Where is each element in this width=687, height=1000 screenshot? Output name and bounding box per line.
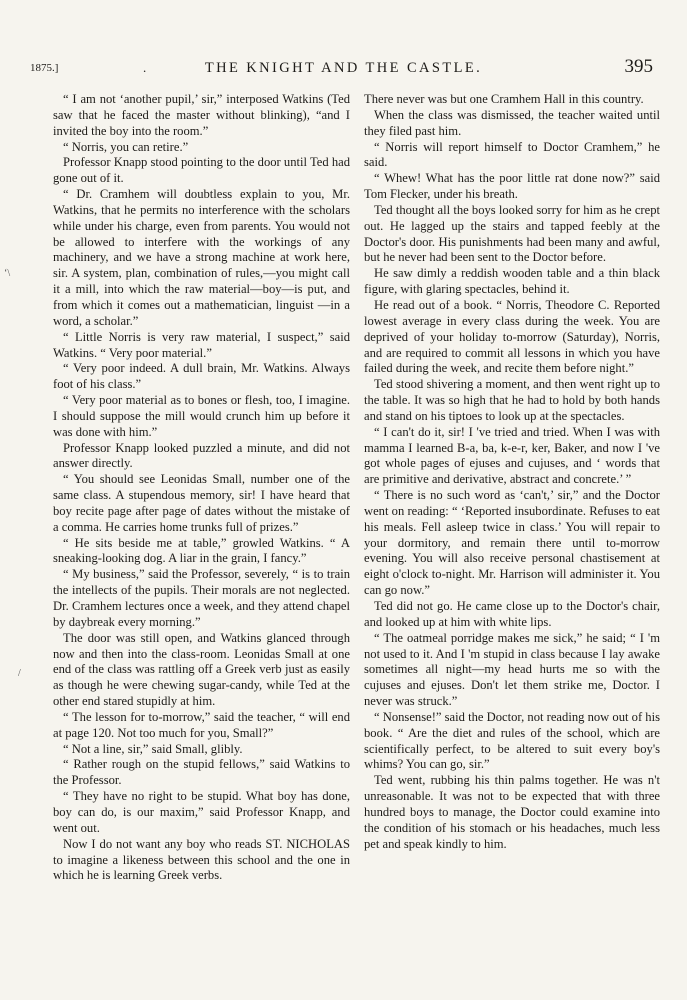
paragraph: Ted went, rubbing his thin palms together. He was n't unreasonable. It was not to be expected that with three hundred boys to manage, the Doctor could examine into the condition of his stomach or his headaches, much less pet and speak kindly to him. [364, 773, 660, 851]
paragraph: “ I am not ‘another pupil,’ sir,” interposed Watkins (Ted saw that he faced the master without blinking), “and I invited the boy into the room.” [53, 92, 350, 138]
paragraph: “ Whew! What has the poor little rat done now?” said Tom Flecker, under his breath. [364, 171, 660, 202]
header-ornament: . [143, 60, 147, 75]
paragraph: “ Nonsense!” said the Doctor, not reading now out of his book. “ Are the diet and rules of the school, which are scientifically perfect, to be altered to suit every boy's whims? You can go, sir.” [364, 709, 660, 772]
running-header [0, 56, 687, 82]
paragraph: Professor Knapp stood pointing to the door until Ted had gone out of it. [53, 155, 350, 186]
paragraph: “ You should see Leonidas Small, number one of the same class. A stupendous memory, sir! I have heard that boy recite page after page of dates without the mistake of a comma. He carries home trunks full of prizes.” [53, 472, 350, 534]
paragraph: “ The oatmeal porridge makes me sick,” he said; “ I 'm not used to it. And I 'm stupid in class because I lay awake sometimes all night—my head hurts me so with the cujuses and ejuses. Don't let them strike me, Doctor. I never was struck.” [364, 630, 660, 709]
header-title: THE KNIGHT AND THE CASTLE. [204, 60, 483, 76]
left-column [53, 92, 350, 884]
margin-mark: ʻ\ [4, 268, 11, 279]
paragraph: When the class was dismissed, the teacher waited until they filed past him. [364, 107, 660, 138]
paragraph: “ Rather rough on the stupid fellows,” said Watkins to the Professor. [53, 757, 350, 788]
paragraph: “ I can't do it, sir! I 've tried and tried. When I was with mamma I learned B-a, ba, k-e-r, ker, Baker, and now I 've got whole pages of ejuses and cujuses, and ‘ words that are primitive and derivative, abstract and concrete.’ ” [364, 424, 660, 487]
paragraph: “ He sits beside me at table,” growled Watkins. “ A sneaking-looking dog. A liar in the grain, I fancy.” [53, 535, 350, 566]
paragraph: “ They have no right to be stupid. What boy has done, boy can do, is our maxim,” said Professor Knapp, and went out. [53, 789, 350, 835]
paragraph: “ The lesson for to-morrow,” said the teacher, “ will end at page 120. Not too much for you, Small?” [53, 709, 350, 740]
paragraph: Professor Knapp looked puzzled a minute, and did not answer directly. [53, 440, 350, 471]
right-column [364, 92, 660, 853]
paragraph: Ted did not go. He came close up to the Doctor's chair, and looked up at him with white lips. [364, 599, 660, 629]
paragraph: “ Very poor indeed. A dull brain, Mr. Watkins. Always foot of his class.” [53, 361, 350, 392]
paragraph: Ted thought all the boys looked sorry for him as he crept out. He lagged up the stairs and tapped feebly at the Doctor's door. His punishments had been many and awful, but he never had been sent to the Doctor before. [364, 202, 660, 265]
paragraph: He saw dimly a reddish wooden table and a thin black figure, with glaring spectacles, behind it. [364, 266, 660, 297]
paragraph: “ There is no such word as ‘can't,’ sir,” and the Doctor went on reading: “ ‘Reported insubordinate. Refuses to eat his meals. Fell asleep twice in class.’ You will repair to your dormitory, and remain there until to-morrow evening. You will also receive personal chastisement at eight o'clock to-night. Mr. Harrison will administer it. You can go now.” [364, 488, 660, 598]
margin-mark: / [18, 668, 21, 679]
paragraph: “ Norris will report himself to Doctor Cramhem,” he said. [364, 139, 660, 170]
paragraph: Now I do not want any boy who reads ST. NICHOLAS to imagine a likeness between this school and the one in which he is learning Greek verbs. [53, 836, 350, 883]
header-year: 1875.] [30, 62, 59, 74]
paragraph: “ Not a line, sir,” said Small, glibly. [63, 741, 243, 756]
paragraph: He read out of a book. “ Norris, Theodore C. Reported lowest average in every class during the week. You are deprived of your holiday to-morrow (Saturday), Norris, and are required to commit all lessons in which you have failed during the week, and recite them before night.” [364, 297, 660, 376]
paragraph: There never was but one Cramhem Hall in this country. [364, 92, 644, 106]
paragraph: The door was still open, and Watkins glanced through now and then into the class-room. Leonidas Small at one end of the class was rattling off a Greek verb just as easily as though he were chewing sugar-candy, while Ted at the other end stared stupidly at him. [53, 630, 350, 709]
paragraph: “ Norris, you can retire.” [63, 139, 189, 154]
paragraph: “ Dr. Cramhem will doubtless explain to you, Mr. Watkins, that he permits no interference with the scholars while under his charge, even from parents. You would not be allowed to interfere with the workings of any machinery, and we have a strong machine at work here, sir. A system, plan, combination of rules,—you might call it a mill, into which the raw material—boy—is put, and from which it comes out a mathematician, linguist —in a word, a scholar.” [53, 187, 350, 328]
page-number: 395 [624, 56, 653, 77]
paragraph: “ Little Norris is very raw material, I suspect,” said Watkins. “ Very poor material.” [53, 329, 350, 360]
paragraph: Ted stood shivering a moment, and then went right up to the table. It was so high that he had to hold by both hands and stand on his tiptoes to look up at the spectacles. [364, 377, 660, 423]
paragraph: “ Very poor material as to bones or flesh, too, I imagine. I should suppose the mill would crunch him up before it was done with him.” [53, 393, 350, 439]
paragraph: “ My business,” said the Professor, severely, “ is to train the intellects of the pupils. Their morals are not neglected. Dr. Cramhem lectures once a week, and they attend chapel by daybreak every morning.” [53, 567, 350, 629]
